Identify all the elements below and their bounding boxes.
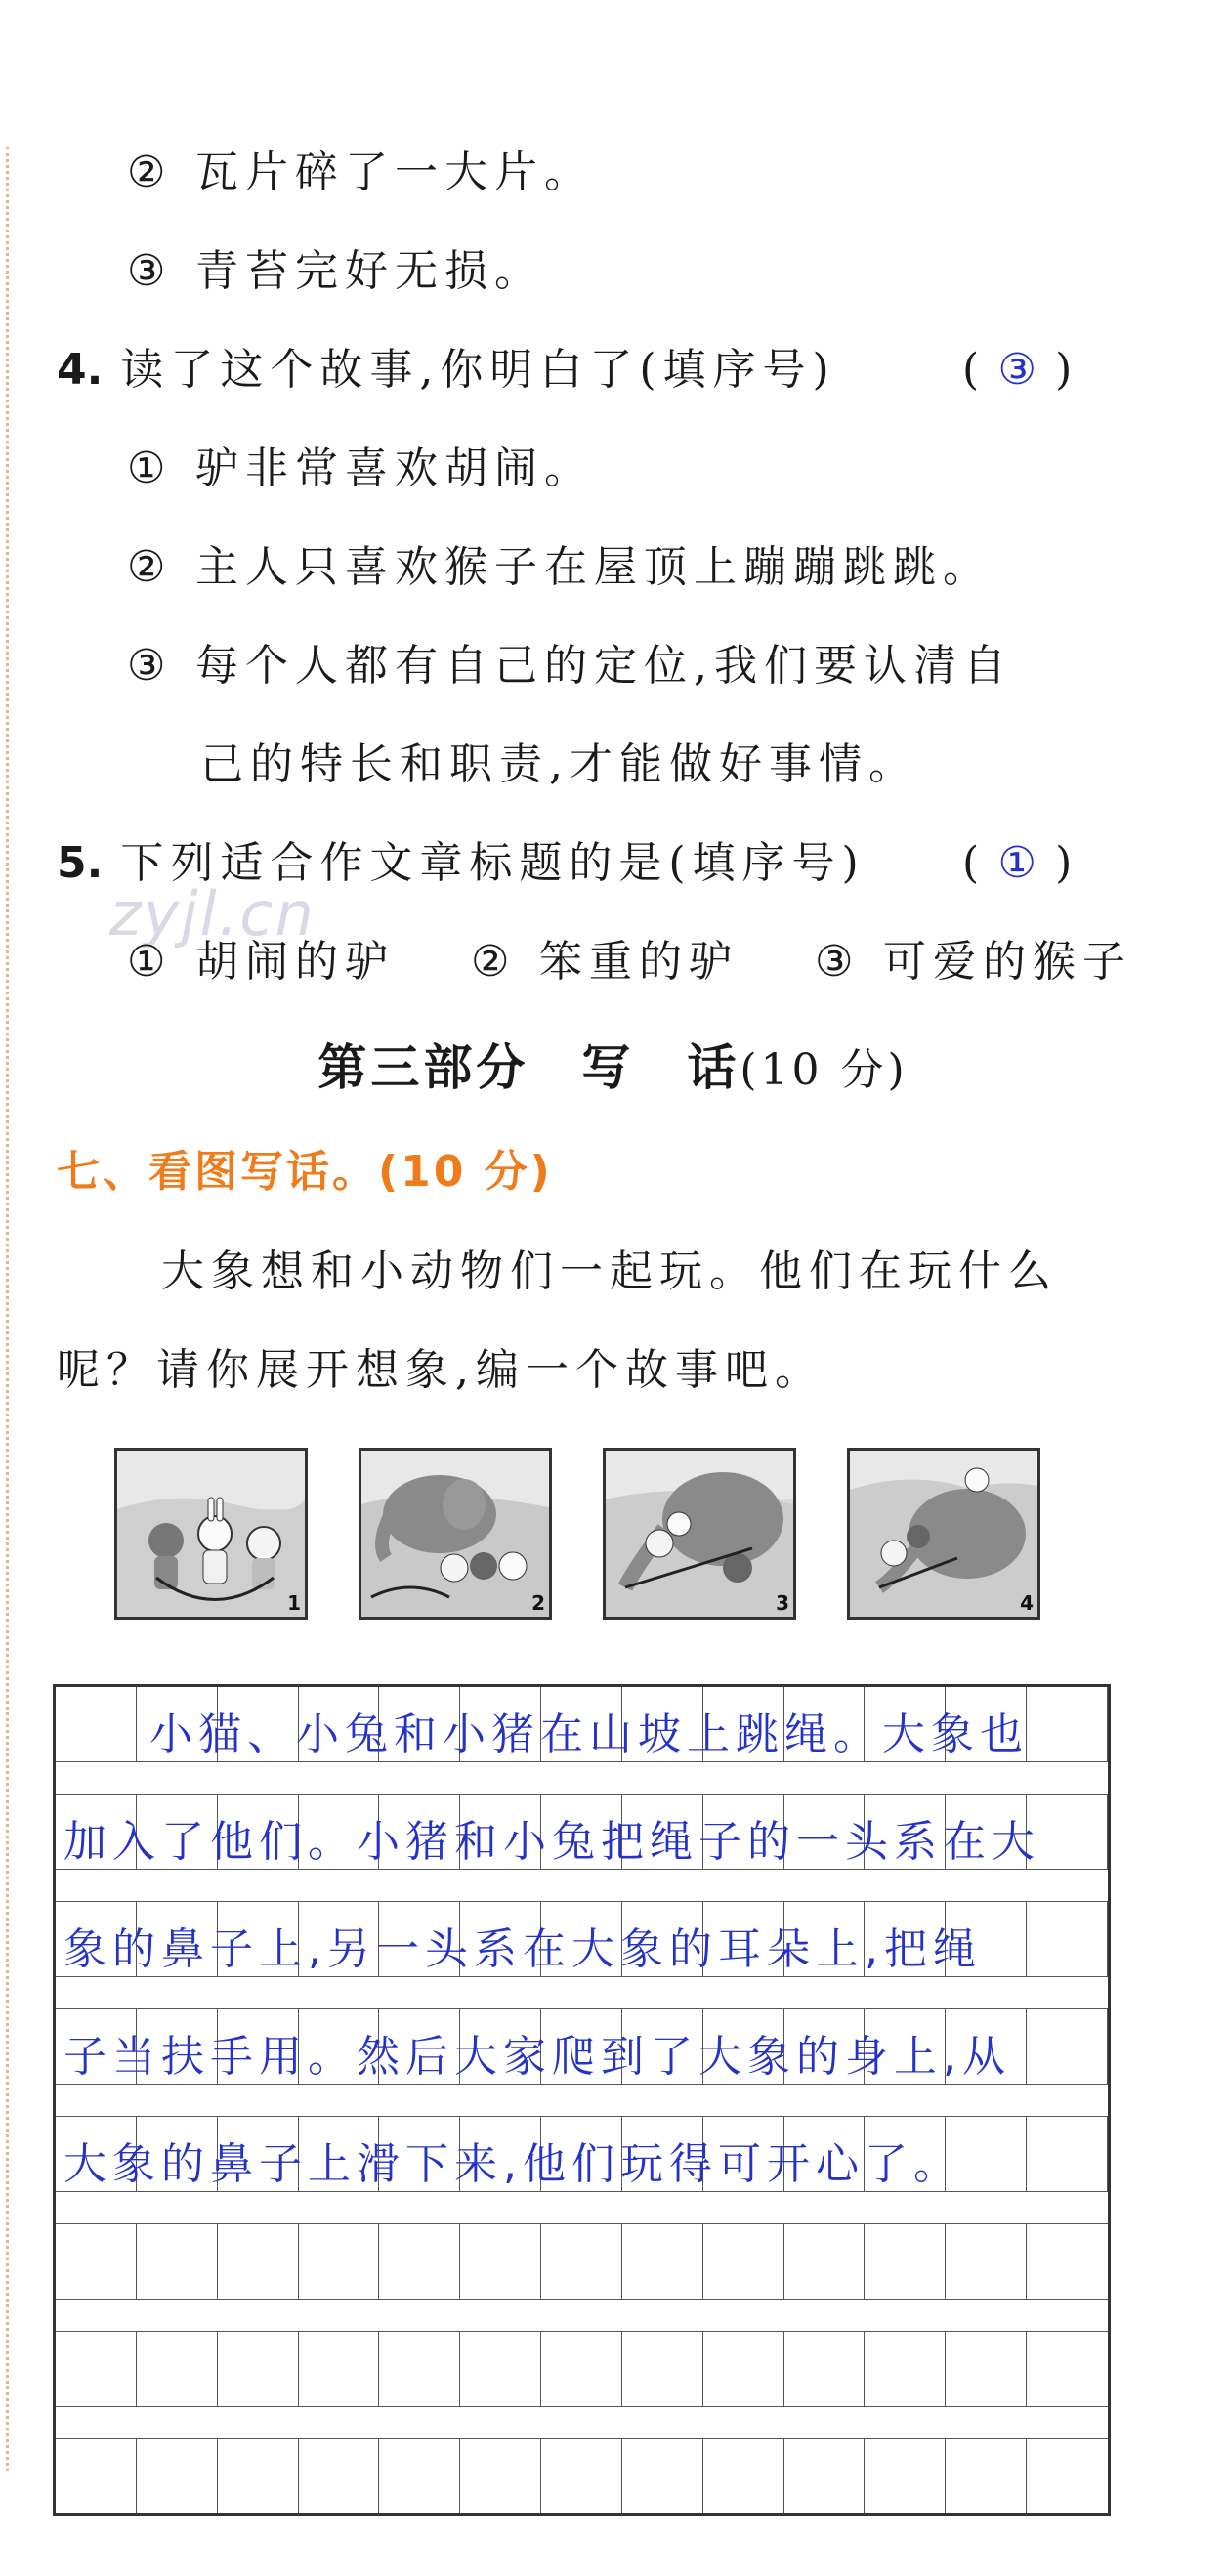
- grid-row-gap: [56, 2084, 1108, 2117]
- grid-cell[interactable]: [299, 2332, 380, 2406]
- grid-cell[interactable]: [784, 2332, 866, 2406]
- elephant-joins-animals-icon: [359, 1448, 552, 1620]
- grid-row-gap: [56, 1761, 1108, 1795]
- task-prompt-line-2: 呢？请你展开想象,编一个故事吧。: [57, 1345, 824, 1395]
- q3-option-3: ③ 青苔完好无损。: [127, 246, 544, 296]
- q4-option-3-continued: 己的特长和职责,才能做好事情。: [200, 739, 918, 789]
- grid-cell[interactable]: [56, 2332, 137, 2406]
- grid-cell[interactable]: [865, 2332, 946, 2406]
- question-4: 4. 读了这个故事,你明白了(填序号): [57, 345, 836, 395]
- handwritten-line: 大象的鼻子上滑下来,他们玩得可开心了。: [63, 2139, 962, 2189]
- handwritten-line: 子当扶手用。然后大家爬到了大象的身上,从: [63, 2032, 1011, 2082]
- grid-cell[interactable]: [541, 2332, 622, 2406]
- grid-cell[interactable]: [137, 2439, 218, 2513]
- q5-options: ① 胡闹的驴 ② 笨重的驴 ③ 可爱的猴子: [127, 937, 1132, 987]
- q4-answer-bracket: ( ③ ): [962, 345, 1073, 395]
- task-prompt-line-1: 大象想和小动物们一起玩。他们在玩什么: [161, 1246, 1058, 1296]
- question-5: 5. 下列适合作文章标题的是(填序号): [57, 838, 866, 888]
- grid-cell[interactable]: [865, 2439, 946, 2513]
- picture-number: 3: [776, 1591, 789, 1615]
- grid-row: [56, 1795, 1108, 1869]
- handwritten-line: 加入了他们。小猪和小兔把绳子的一头系在大: [63, 1817, 1040, 1867]
- grid-row: [56, 2439, 1108, 2513]
- grid-cell[interactable]: [1027, 2332, 1108, 2406]
- composition-grid[interactable]: [53, 1684, 1111, 2516]
- grid-row: [56, 1902, 1108, 1976]
- grid-cell[interactable]: [622, 2439, 703, 2513]
- grid-cell[interactable]: [299, 2439, 380, 2513]
- grid-cell[interactable]: [541, 2439, 622, 2513]
- grid-row: [56, 2332, 1108, 2406]
- grid-cell[interactable]: [299, 2224, 380, 2299]
- grid-cell[interactable]: [784, 2439, 866, 2513]
- section-title: 第三部分 写 话(10 分): [317, 1038, 909, 1096]
- grid-cell[interactable]: [56, 1687, 137, 1761]
- grid-cell[interactable]: [379, 2224, 460, 2299]
- grid-row-gap: [56, 2406, 1108, 2439]
- animals-ride-elephant-icon: [847, 1448, 1040, 1620]
- picture-number: 2: [531, 1591, 545, 1615]
- q4-answer: ③: [997, 345, 1036, 395]
- grid-cell[interactable]: [460, 2224, 541, 2299]
- grid-cell[interactable]: [379, 2332, 460, 2406]
- grid-cell[interactable]: [703, 2332, 784, 2406]
- grid-cell[interactable]: [1027, 2117, 1108, 2191]
- grid-row-gap: [56, 1869, 1108, 1902]
- grid-cell[interactable]: [379, 2439, 460, 2513]
- grid-cell[interactable]: [460, 2332, 541, 2406]
- grid-cell[interactable]: [1027, 2439, 1108, 2513]
- q4-option-1: ① 驴非常喜欢胡闹。: [127, 443, 594, 493]
- grid-row-gap: [56, 2191, 1108, 2224]
- q5-answer-bracket: ( ① ): [962, 838, 1073, 888]
- grid-row: [56, 2117, 1108, 2191]
- handwritten-line: 象的鼻子上,另一头系在大象的耳朵上,把绳: [63, 1924, 982, 1974]
- task-heading: 七、看图写话。(10 分): [57, 1147, 553, 1197]
- grid-cell[interactable]: [56, 2224, 137, 2299]
- grid-row-gap: [56, 1976, 1108, 2009]
- grid-cell[interactable]: [137, 2332, 218, 2406]
- q5-answer: ①: [997, 838, 1036, 888]
- picture-number: 1: [287, 1591, 301, 1615]
- grid-row: [56, 2009, 1108, 2084]
- grid-cell[interactable]: [56, 2439, 137, 2513]
- grid-row: [56, 1687, 1108, 1761]
- grid-cell[interactable]: [946, 2224, 1027, 2299]
- grid-cell[interactable]: [541, 2224, 622, 2299]
- grid-cell[interactable]: [946, 2439, 1027, 2513]
- grid-cell[interactable]: [1027, 2224, 1108, 2299]
- grid-cell[interactable]: [784, 2224, 866, 2299]
- grid-cell[interactable]: [1027, 1902, 1108, 1976]
- grid-cell[interactable]: [946, 2332, 1027, 2406]
- grid-cell[interactable]: [218, 2224, 299, 2299]
- grid-cell[interactable]: [622, 2224, 703, 2299]
- watermark: zyjl.cn: [109, 878, 316, 950]
- grid-cell[interactable]: [1027, 1687, 1108, 1761]
- q4-option-2: ② 主人只喜欢猴子在屋顶上蹦蹦跳跳。: [127, 542, 993, 592]
- animals-slide-on-elephant-icon: [603, 1448, 796, 1620]
- grid-cell[interactable]: [218, 2332, 299, 2406]
- grid-row-gap: [56, 2299, 1108, 2332]
- grid-cell[interactable]: [1027, 2009, 1108, 2084]
- picture-number: 4: [1020, 1591, 1034, 1615]
- grid-cell[interactable]: [703, 2439, 784, 2513]
- grid-cell[interactable]: [460, 2439, 541, 2513]
- q4-option-3: ③ 每个人都有自己的定位,我们要认清自: [127, 641, 1013, 691]
- grid-cell[interactable]: [218, 2439, 299, 2513]
- grid-cell[interactable]: [622, 2332, 703, 2406]
- cat-rabbit-pig-jump-rope-icon: [114, 1448, 308, 1620]
- grid-row: [56, 2224, 1108, 2299]
- grid-cell[interactable]: [137, 2224, 218, 2299]
- q3-option-2: ② 瓦片碎了一大片。: [127, 148, 594, 197]
- grid-cell[interactable]: [865, 2224, 946, 2299]
- handwritten-line: 小猫、小兔和小猪在山坡上跳绳。大象也: [149, 1710, 1029, 1759]
- grid-cell[interactable]: [703, 2224, 784, 2299]
- page-edge-dots: [6, 147, 9, 2471]
